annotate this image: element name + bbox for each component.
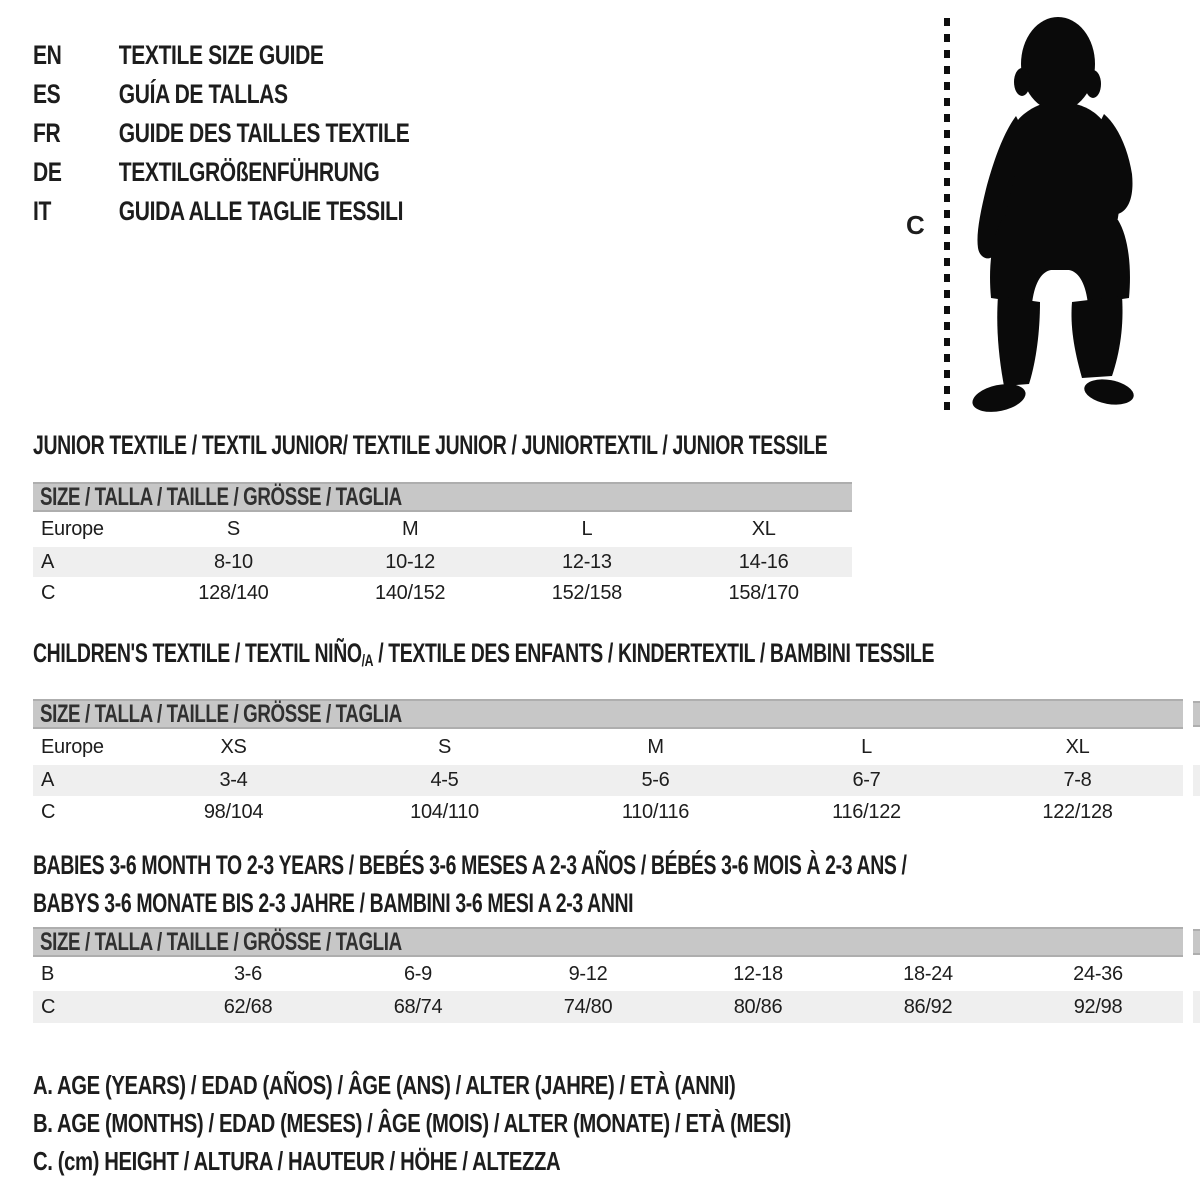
height-cell: 74/80 [563,995,613,1018]
table-row-height [33,796,1183,829]
childrens-size-header-bar [33,699,1183,729]
language-code: DE [33,157,62,187]
table-row-months [33,957,1183,991]
size-cell: S [226,518,240,540]
height-cell: 158/170 [728,582,799,604]
babies-size-header-bar [33,927,1183,957]
months-cell: 6-9 [403,962,432,985]
guide-title-de: TEXTILGRÖßENFÜHRUNG [118,157,380,187]
language-code: IT [33,196,51,226]
language-code: FR [33,118,61,148]
height-measure-label: C [906,210,925,240]
height-cell: 80/86 [733,995,783,1018]
babies-textile-section [33,846,1183,1023]
row-label: C [41,801,56,823]
size-cell: M [401,518,419,540]
title-prefix: CHILDREN'S TEXTILE / TEXTIL NIÑO [33,638,362,668]
height-cell: 86/92 [903,995,953,1018]
guide-title-fr: GUIDE DES TAILLES TEXTILE [118,118,410,148]
table-row-europe [33,729,1183,765]
language-row-fr [33,114,409,153]
age-cell: 3-4 [219,769,248,791]
size-header-label: SIZE / TALLA / TAILLE / GRÖSSE / TAGLIA [40,927,402,956]
language-title-list [33,36,516,231]
height-cell: 92/98 [1073,995,1123,1018]
row-label: Europe [41,518,104,540]
height-cell: 116/122 [832,801,901,823]
language-row-it [33,192,409,231]
height-cell: 122/128 [1042,801,1113,823]
height-cell: 68/74 [393,995,443,1018]
guide-title-en: TEXTILE SIZE GUIDE [118,40,324,70]
height-cell: 98/104 [203,801,264,823]
babies-size-table [33,957,1183,1023]
language-code: ES [33,79,61,109]
months-cell: 12-18 [733,962,783,985]
table-row-height [33,991,1183,1023]
size-cell: L [861,735,872,758]
row-label: B [41,962,55,985]
toddler-silhouette-icon [956,14,1168,422]
height-cell: 140/152 [375,582,446,604]
size-cell: XL [751,518,776,540]
months-cell: 24-36 [1073,962,1123,985]
measurement-legend [33,1066,1005,1180]
guide-title-es: GUÍA DE TALLAS [118,79,288,109]
row-label: A [41,769,55,791]
legend-age-years: A. AGE (YEARS) / EDAD (AÑOS) / ÂGE (ANS) / ALTER (JAHRE) / ETÀ (ANNI) [33,1070,736,1100]
guide-title-it: GUIDA ALLE TAGLIE TESSILI [118,196,404,226]
table-row-europe [33,512,852,547]
size-cell: M [647,735,664,758]
months-cell: 18-24 [903,962,953,985]
babies-section-title-line1: BABIES 3-6 MONTH TO 2-3 YEARS / BEBÉS 3-6 MESES A 2-3 AÑOS / BÉBÉS 3-6 MOIS À 2-3 ANS / [33,850,907,880]
row-label: C [41,995,56,1018]
junior-size-table [33,512,852,610]
size-cell: XS [220,735,247,758]
legend-height-cm: C. (cm) HEIGHT / ALTURA / HAUTEUR / HÖHE / ALTEZZA [33,1146,561,1176]
language-row-de [33,153,409,192]
age-cell: 8-10 [213,550,253,573]
legend-age-months: B. AGE (MONTHS) / EDAD (MESES) / ÂGE (MOIS) / ALTER (MONATE) / ETÀ (MESI) [33,1108,791,1138]
height-cell: 104/110 [410,801,479,823]
junior-section-title: JUNIOR TEXTILE / TEXTIL JUNIOR/ TEXTILE JUNIOR / JUNIORTEXTIL / JUNIOR TESSILE [33,430,828,460]
height-cell: 128/140 [198,582,269,604]
age-cell: 7-8 [1063,769,1092,791]
age-cell: 10-12 [385,550,435,573]
childrens-section-title [33,638,935,674]
title-sub: /A [361,651,374,670]
row-label: A [41,550,55,573]
size-header-label: SIZE / TALLA / TAILLE / GRÖSSE / TAGLIA [40,699,402,728]
age-cell: 12-13 [562,550,612,573]
age-cell: 14-16 [738,550,789,573]
row-label: Europe [41,735,104,758]
height-measure-dashed-line [944,18,950,412]
junior-textile-section [33,432,852,610]
months-cell: 9-12 [568,962,608,985]
size-cell: XL [1065,735,1090,758]
language-row-es [33,75,409,114]
size-header-label: SIZE / TALLA / TAILLE / GRÖSSE / TAGLIA [40,482,402,511]
table-row-age [33,547,852,577]
size-cell: L [581,518,593,540]
babies-section-title-line2: BABYS 3-6 MONATE BIS 2-3 JAHRE / BAMBINI 3-6 MESI A 2-3 ANNI [33,888,634,918]
size-cell: S [437,735,452,758]
age-cell: 5-6 [641,769,670,791]
table-row-age [33,765,1183,796]
childrens-size-table [33,729,1183,829]
height-cell: 110/116 [621,801,690,823]
junior-size-header-bar [33,482,852,512]
row-label: C [41,582,56,604]
height-cell: 152/158 [551,582,622,604]
language-code: EN [33,40,62,70]
table-row-height [33,577,852,610]
height-cell: 62/68 [223,995,273,1018]
language-row-en [33,36,409,75]
title-suffix: / TEXTILE DES ENFANTS / KINDERTEXTIL / BAMBINI TESSILE [373,638,935,668]
childrens-textile-section [33,640,1183,829]
months-cell: 3-6 [233,962,262,985]
age-cell: 4-5 [430,769,459,791]
age-cell: 6-7 [852,769,881,791]
